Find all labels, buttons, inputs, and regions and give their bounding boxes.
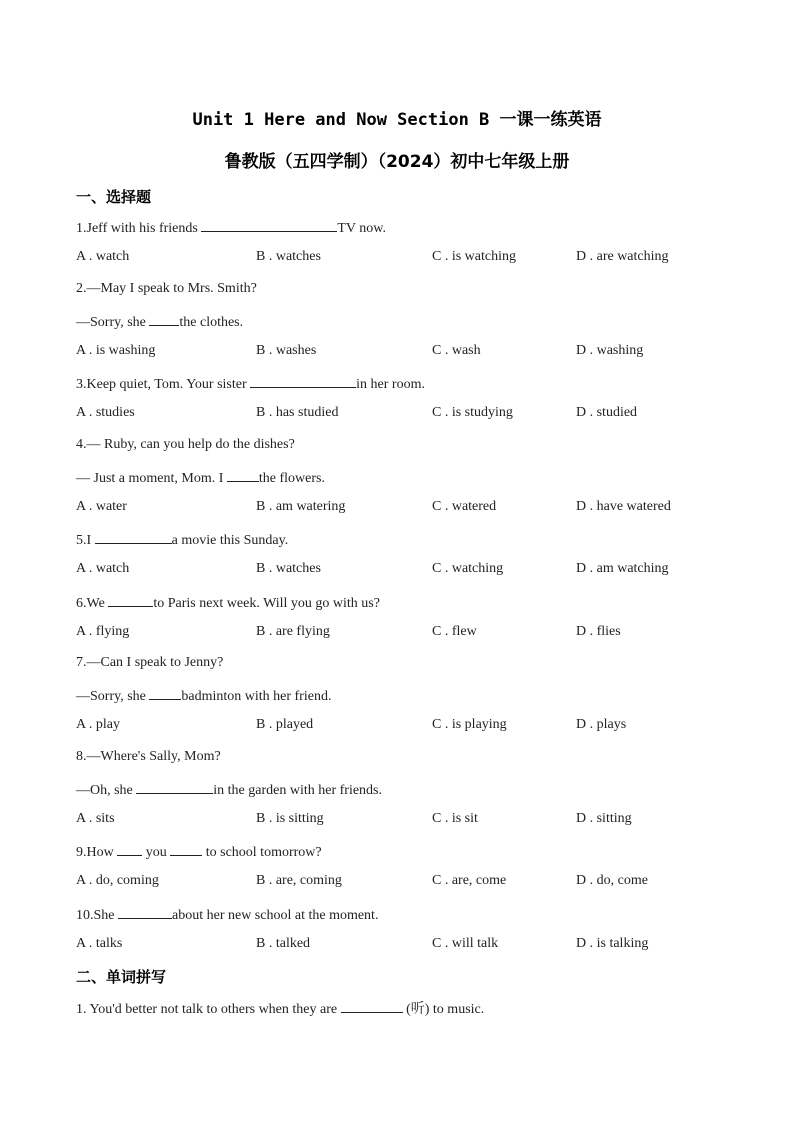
answer-option-a[interactable]: A . play [76,717,120,733]
question-text: about her new school at the moment. [172,907,379,923]
answer-blank[interactable] [149,686,181,700]
question-text: in the garden with her friends. [213,782,383,798]
answer-option-c[interactable]: C . will talk [432,935,499,951]
answer-option-b[interactable]: B . talked [256,935,311,951]
answer-option-d[interactable]: D . have watered [576,499,671,514]
question-stem [76,655,223,671]
question-text: 5.I [76,533,95,549]
question-text: the clothes. [179,314,244,330]
question-text: to Paris next week. Will you go with us? [153,595,380,611]
answer-blank[interactable] [227,468,259,482]
answer-option-a[interactable]: A . water [76,499,127,514]
answer-option-b[interactable]: B . washes [256,343,317,358]
answer-option-d[interactable]: D . are watching [576,249,669,265]
question-text: the flowers. [258,470,325,486]
answer-option-a[interactable]: A . flying [76,623,130,639]
answer-option-c[interactable]: C . wash [432,343,481,358]
worksheet-subtitle: 鲁教版（五四学制）（2024）初中七年级上册 [224,152,570,172]
question-stem [76,593,380,612]
answer-option-c[interactable]: C . flew [432,623,477,639]
question-text: —Sorry, she [76,689,150,705]
answer-option-c[interactable]: C . watered [432,499,497,514]
worksheet-title: Unit 1 Here and Now Section B 一课一练英语 [192,110,602,130]
answer-option-b[interactable]: B . are, coming [256,873,342,889]
answer-blank[interactable] [149,312,179,326]
answer-option-b[interactable]: B . has studied [256,405,339,421]
answer-blank[interactable] [170,842,202,856]
answer-blank[interactable] [136,780,213,794]
question-stem [76,281,257,297]
question-stem [76,842,322,861]
answer-option-c[interactable]: C . are, come [432,873,507,889]
answer-blank[interactable] [95,530,172,544]
answer-option-d[interactable]: D . sitting [576,811,632,826]
spelling-question [76,998,484,1018]
answer-blank[interactable] [341,999,403,1013]
question-text: 4.— Ruby, can you help do the dishes? [76,436,295,452]
answer-blank[interactable] [201,218,337,232]
question-text: 1.Jeff with his friends [76,221,202,237]
answer-option-c[interactable]: C . watching [432,561,504,577]
section-heading-spelling: 二、单词拼写 [76,968,167,986]
question-text: 8.—Where's Sally, Mom? [76,748,221,764]
question-stem [76,374,425,393]
answer-option-a[interactable]: A . watch [76,561,130,577]
answer-option-a[interactable]: A . is washing [76,343,156,358]
answer-option-d[interactable]: D . studied [576,405,638,421]
answer-blank[interactable] [117,842,142,856]
answer-blank[interactable] [250,374,356,388]
answer-option-d[interactable]: D . washing [576,343,644,358]
answer-option-d[interactable]: D . am watching [576,561,669,577]
answer-option-b[interactable]: B . are flying [256,623,330,639]
answer-option-a[interactable]: A . watch [76,249,130,265]
question-text: 6.We [76,595,109,611]
question-text: 2.—May I speak to Mrs. Smith? [76,280,257,296]
question-stem [76,218,386,237]
answer-option-d[interactable]: D . do, come [576,873,648,889]
answer-option-a[interactable]: A . do, coming [76,873,159,889]
answer-option-c[interactable]: C . is watching [432,249,516,265]
answer-option-a[interactable]: A . studies [76,405,135,421]
question-text: badminton with her friend. [181,689,332,705]
question-dialogue [76,468,325,487]
answer-option-d[interactable]: D . plays [576,717,627,733]
answer-option-b[interactable]: B . am watering [256,499,346,514]
answer-blank[interactable] [108,593,153,607]
question-text: — Just a moment, Mom. I [76,470,227,486]
question-text: 10.She [76,907,118,923]
question-text: 1. You'd better not talk to others when they are [76,1002,341,1018]
question-text: (听) to music. [402,1002,485,1018]
answer-option-c[interactable]: C . is playing [432,717,507,733]
answer-option-a[interactable]: A . talks [76,935,123,951]
answer-option-b[interactable]: B . played [256,717,314,733]
question-stem [76,437,295,453]
answer-option-a[interactable]: A . sits [76,811,115,826]
answer-option-d[interactable]: D . is talking [576,935,649,951]
question-text: in her room. [356,377,425,393]
question-text: to school tomorrow? [202,845,322,861]
question-stem [76,749,221,765]
answer-option-b[interactable]: B . is sitting [256,811,324,826]
question-text: a movie this Sunday. [171,533,289,549]
answer-option-c[interactable]: C . is sit [432,811,478,826]
answer-option-d[interactable]: D . flies [576,623,621,639]
question-dialogue [76,780,382,799]
question-dialogue [76,312,243,331]
section-heading-choice: 一、选择题 [76,188,152,206]
question-stem [76,530,288,549]
question-dialogue [76,686,331,705]
question-stem [76,905,378,924]
answer-option-b[interactable]: B . watches [256,561,321,577]
question-text: you [142,845,171,861]
answer-blank[interactable] [118,905,172,919]
question-text: 9.How [76,845,118,861]
answer-option-c[interactable]: C . is studying [432,405,513,421]
question-text: 3.Keep quiet, Tom. Your sister [76,377,251,393]
question-text: —Oh, she [76,782,137,798]
question-text: —Sorry, she [76,314,150,330]
question-text: 7.—Can I speak to Jenny? [76,655,224,670]
answer-option-b[interactable]: B . watches [256,249,321,265]
question-text: TV now. [337,221,386,237]
